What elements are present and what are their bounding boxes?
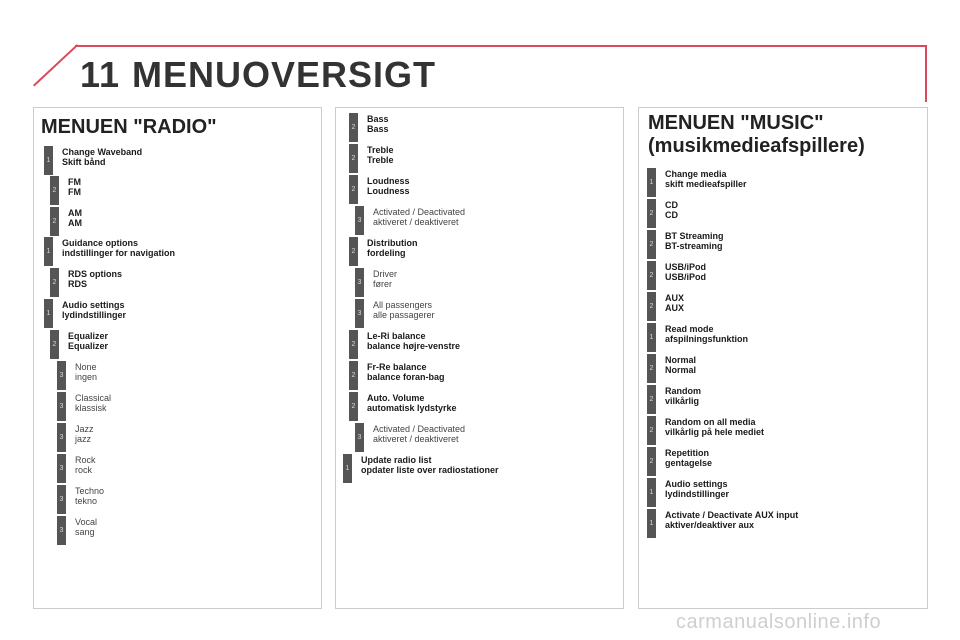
menu-item-text <box>665 262 706 282</box>
menu-item-translation: sang <box>75 527 95 537</box>
menu-item-label: FM <box>68 177 81 187</box>
menu-level-badge: 3 <box>57 423 66 452</box>
menu-level-badge: 2 <box>349 392 358 421</box>
menu-level-badge: 2 <box>349 361 358 390</box>
menu-item-text <box>367 393 457 413</box>
menu-item-text <box>665 200 678 220</box>
menu-item <box>57 485 104 514</box>
menu-level-badge: 1 <box>343 454 352 483</box>
menu-item <box>50 268 122 297</box>
radio-menu-panel <box>33 107 322 609</box>
menu-item <box>44 237 175 266</box>
menu-item-translation: tekno <box>75 496 98 506</box>
menu-item-translation: balance foran-bag <box>367 372 445 382</box>
audio-settings-panel <box>335 107 624 609</box>
menu-item <box>57 392 111 421</box>
menu-item-label: Normal <box>665 355 697 365</box>
menu-level-badge: 2 <box>647 447 656 476</box>
menu-item-label: Rock <box>75 455 96 465</box>
menu-level-badge: 2 <box>349 175 358 204</box>
menu-item-label: Random <box>665 386 701 396</box>
menu-item-label: Equalizer <box>68 331 109 341</box>
menu-level-badge: 3 <box>57 516 66 545</box>
menu-level-badge: 2 <box>647 385 656 414</box>
menu-item-text <box>68 331 108 351</box>
menu-item-text <box>665 479 729 499</box>
menu-item-translation: AM <box>68 218 82 228</box>
menu-item-translation: aktiver/deaktiver aux <box>665 520 755 530</box>
menu-item <box>57 361 97 390</box>
header-rule <box>75 45 927 47</box>
menu-item <box>647 354 696 383</box>
menu-level-badge: 3 <box>355 299 364 328</box>
menu-item-translation: Treble <box>367 155 394 165</box>
menu-item-translation: RDS <box>68 279 88 289</box>
menu-item-translation: Skift bånd <box>62 157 106 167</box>
menu-item-label: Jazz <box>75 424 94 434</box>
header-rule-right <box>925 45 927 102</box>
menu-item <box>647 385 701 414</box>
menu-item-text <box>665 169 747 189</box>
menu-item-text <box>367 238 418 258</box>
menu-item-label: Bass <box>367 114 389 124</box>
menu-item-text <box>367 176 410 196</box>
menu-level-badge: 3 <box>57 485 66 514</box>
music-menu-title <box>648 112 865 158</box>
menu-item-text <box>367 362 445 382</box>
menu-item-translation: alle passagerer <box>373 310 435 320</box>
menu-item <box>349 392 457 421</box>
menu-item-translation: Normal <box>665 365 697 375</box>
menu-item <box>647 261 706 290</box>
menu-level-badge: 1 <box>647 323 656 352</box>
menu-level-badge: 3 <box>355 206 364 235</box>
menu-item-translation: vilkårlig <box>665 396 700 406</box>
menu-item-translation: USB/iPod <box>665 272 707 282</box>
music-menu-title-line1: MENUEN "MUSIC" <box>648 112 824 134</box>
menu-item-text <box>665 448 712 468</box>
watermark: carmanualsonline.info <box>676 611 882 633</box>
menu-item <box>647 509 798 538</box>
menu-item-label: Vocal <box>75 517 98 527</box>
menu-level-badge: 2 <box>647 230 656 259</box>
menu-level-badge: 2 <box>50 330 59 359</box>
menu-item-label: BT Streaming <box>665 231 724 241</box>
menu-item-text <box>75 362 97 382</box>
menu-item-label: Loudness <box>367 176 410 186</box>
menu-item-translation: automatisk lydstyrke <box>367 403 457 413</box>
menu-item-translation: ingen <box>75 372 98 382</box>
menu-level-badge: 2 <box>50 268 59 297</box>
menu-item-label: USB/iPod <box>665 262 707 272</box>
menu-item-translation: opdater liste over radiostationer <box>361 465 499 475</box>
menu-item <box>343 454 499 483</box>
menu-item-translation: gentagelse <box>665 458 713 468</box>
menu-item-translation: fordeling <box>367 248 406 258</box>
menu-item-text <box>665 231 724 251</box>
menu-item-text <box>373 300 435 320</box>
menu-item-label: Techno <box>75 486 105 496</box>
menu-level-badge: 2 <box>349 113 358 142</box>
menu-item-text <box>367 331 460 351</box>
menu-item-label: Fr-Re balance <box>367 362 427 372</box>
menu-item-text <box>361 455 499 475</box>
menu-item-text <box>68 177 81 197</box>
menu-item <box>349 330 460 359</box>
menu-item-translation: AUX <box>665 303 685 313</box>
menu-item <box>44 146 142 175</box>
menu-level-badge: 1 <box>44 237 53 266</box>
menu-item-label: CD <box>665 200 678 210</box>
menu-level-badge: 2 <box>349 237 358 266</box>
menu-item <box>349 175 410 204</box>
menu-item-translation: klassisk <box>75 403 107 413</box>
menu-item <box>647 230 724 259</box>
menu-item-label: Guidance options <box>62 238 139 248</box>
menu-item-text <box>62 300 126 320</box>
menu-item-translation: FM <box>68 187 81 197</box>
menu-item-label: Distribution <box>367 238 418 248</box>
menu-item-label: RDS options <box>68 269 122 279</box>
menu-item-translation: indstillinger for navigation <box>62 248 176 258</box>
menu-item-text <box>75 424 94 444</box>
menu-level-badge: 2 <box>50 176 59 205</box>
menu-item-translation: skift medieafspiller <box>665 179 747 189</box>
menu-item <box>349 361 445 390</box>
menu-level-badge: 1 <box>647 509 656 538</box>
menu-item <box>355 268 397 297</box>
menu-item-text <box>75 393 111 413</box>
radio-menu-title: MENUEN "RADIO" <box>41 116 217 138</box>
menu-item-translation: jazz <box>75 434 92 444</box>
menu-item-text <box>75 455 96 475</box>
menu-item <box>50 330 108 359</box>
menu-item-label: Random on all media <box>665 417 756 427</box>
menu-item-label: Le-Ri balance <box>367 331 426 341</box>
menu-level-badge: 2 <box>50 207 59 236</box>
menu-item <box>355 423 465 452</box>
menu-level-badge: 2 <box>647 416 656 445</box>
menu-item-label: Driver <box>373 269 397 279</box>
menu-item-label: Classical <box>75 393 112 403</box>
menu-item <box>647 323 748 352</box>
menu-item-label: Update radio list <box>361 455 432 465</box>
menu-item-text <box>373 269 397 289</box>
menu-item <box>57 454 96 483</box>
menu-item-label: Treble <box>367 145 394 155</box>
menu-item <box>349 237 418 266</box>
menu-item-label: Activated / Deactivated <box>373 424 466 434</box>
menu-item-translation: Loudness <box>367 186 410 196</box>
music-menu-title-line2: (musikmedieafspillere) <box>648 135 865 157</box>
menu-item-label: All passengers <box>373 300 433 310</box>
menu-item <box>44 299 126 328</box>
menu-item-translation: balance højre-venstre <box>367 341 461 351</box>
menu-item-translation: lydindstillinger <box>62 310 127 320</box>
menu-item-label: Repetition <box>665 448 709 458</box>
menu-item-label: AM <box>68 208 82 218</box>
menu-item-text <box>62 147 142 167</box>
menu-item-label: Auto. Volume <box>367 393 425 403</box>
menu-item-text <box>665 324 748 344</box>
menu-level-badge: 3 <box>57 361 66 390</box>
menu-item-label: AUX <box>665 293 685 303</box>
menu-item-text <box>665 417 764 437</box>
menu-level-badge: 1 <box>44 299 53 328</box>
menu-item-text <box>665 510 798 530</box>
menu-item-translation: rock <box>75 465 93 475</box>
menu-level-badge: 1 <box>44 146 53 175</box>
menu-item-text <box>665 293 684 313</box>
menu-item <box>647 447 712 476</box>
menu-item-translation: lydindstillinger <box>665 489 730 499</box>
page-number: 11 <box>80 54 121 95</box>
menu-item-label: Activated / Deactivated <box>373 207 466 217</box>
menu-item-label: Change Waveband <box>62 147 143 157</box>
menu-item <box>349 144 394 173</box>
menu-item-text <box>665 355 696 375</box>
menu-level-badge: 1 <box>647 168 656 197</box>
menu-level-badge: 1 <box>647 478 656 507</box>
menu-item-translation: CD <box>665 210 678 220</box>
menu-item-label: Audio settings <box>665 479 728 489</box>
menu-item-label: Audio settings <box>62 300 125 310</box>
menu-level-badge: 2 <box>647 261 656 290</box>
menu-level-badge: 2 <box>647 354 656 383</box>
menu-item-translation: aktiveret / deaktiveret <box>373 217 459 227</box>
menu-level-badge: 2 <box>647 292 656 321</box>
menu-item-text <box>68 208 82 228</box>
menu-item <box>355 299 435 328</box>
menu-item-label: Read mode <box>665 324 714 334</box>
menu-item <box>647 168 747 197</box>
menu-item-text <box>75 517 97 537</box>
menu-level-badge: 3 <box>57 392 66 421</box>
menu-item-text <box>373 207 465 227</box>
menu-item-translation: Bass <box>367 124 389 134</box>
menu-item <box>647 478 729 507</box>
menu-item <box>647 199 678 228</box>
menu-item-text <box>665 386 701 406</box>
menu-item <box>57 516 97 545</box>
menu-item-translation: aktiveret / deaktiveret <box>373 434 459 444</box>
menu-item-text <box>367 145 394 165</box>
menu-item-text <box>68 269 122 289</box>
menu-item-translation: BT-streaming <box>665 241 723 251</box>
menu-item <box>349 113 389 142</box>
menu-item-label: None <box>75 362 97 372</box>
menu-item-translation: vilkårlig på hele mediet <box>665 427 765 437</box>
menu-item-text <box>367 114 389 134</box>
menu-item <box>50 207 82 236</box>
menu-item-label: Activate / Deactivate AUX input <box>665 510 799 520</box>
menu-item-text <box>373 424 465 444</box>
music-menu-panel <box>638 107 928 609</box>
menu-item-translation: afspilningsfunktion <box>665 334 748 344</box>
header-corner-line <box>33 44 78 86</box>
menu-level-badge: 3 <box>57 454 66 483</box>
menu-item <box>647 292 684 321</box>
menu-item <box>50 176 81 205</box>
menu-level-badge: 3 <box>355 423 364 452</box>
menu-level-badge: 2 <box>647 199 656 228</box>
menu-level-badge: 2 <box>349 144 358 173</box>
menu-item-translation: Equalizer <box>68 341 109 351</box>
menu-item <box>647 416 764 445</box>
menu-item <box>355 206 465 235</box>
page-title: MENUOVERSIGT <box>132 54 437 95</box>
menu-item-text <box>75 486 104 506</box>
menu-item-text <box>62 238 175 258</box>
menu-item-translation: fører <box>373 279 392 289</box>
menu-item <box>57 423 94 452</box>
menu-level-badge: 3 <box>355 268 364 297</box>
menu-level-badge: 2 <box>349 330 358 359</box>
menu-item-label: Change media <box>665 169 727 179</box>
